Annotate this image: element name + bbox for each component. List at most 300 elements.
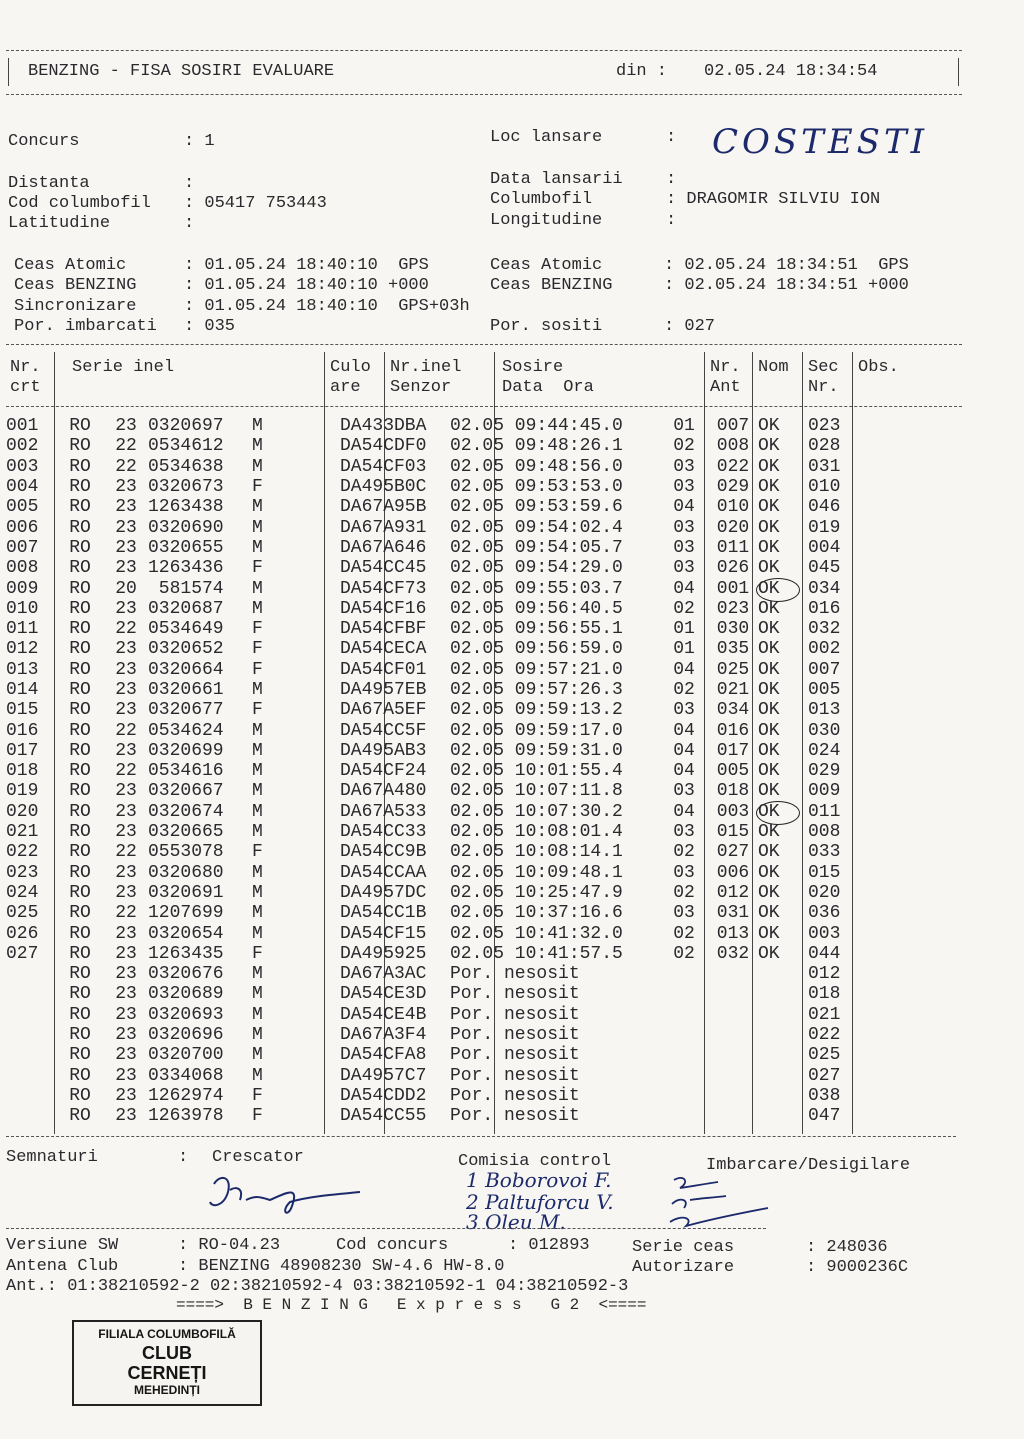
row-antenna: 03 bbox=[673, 477, 695, 498]
row-nr: 018 bbox=[6, 761, 39, 782]
ceas-benzing-start-label: Ceas BENZING bbox=[14, 276, 137, 295]
row-sec: OK bbox=[758, 659, 780, 680]
row-arrival: 02.05 09:59:31.0 bbox=[450, 740, 623, 761]
row-ring: 0320687 bbox=[148, 598, 224, 619]
row-sensor: DA54CF73 bbox=[340, 578, 427, 599]
arrivals-table bbox=[6, 416, 868, 1126]
row-nr: 025 bbox=[6, 903, 39, 924]
row-ring: 0320664 bbox=[148, 659, 224, 680]
row-sensor: DA54CC9B bbox=[340, 842, 427, 863]
row-color bbox=[282, 964, 340, 984]
row-sensor: DA54CF24 bbox=[340, 761, 427, 782]
row-nom: 008 bbox=[716, 436, 750, 457]
row-nom: 020 bbox=[716, 517, 750, 538]
row-antenna: 02 bbox=[673, 923, 695, 944]
row-arrival: Por. nesosit bbox=[450, 1085, 580, 1106]
row-ring: 0320661 bbox=[148, 680, 224, 700]
row-year: 22 bbox=[115, 903, 137, 924]
row-color bbox=[282, 558, 340, 578]
row-ring: 0534638 bbox=[148, 456, 224, 477]
row-nom: 001 bbox=[716, 578, 750, 599]
porumbei-sositi-label: Por. sositi bbox=[490, 317, 603, 336]
row-antenna: 02 bbox=[673, 436, 695, 457]
row-country: RO bbox=[69, 1004, 91, 1025]
row-nr bbox=[6, 1106, 56, 1126]
row-year: 23 bbox=[115, 1004, 137, 1025]
row-sensor: DA54CC33 bbox=[340, 822, 427, 843]
row-nr bbox=[6, 984, 56, 1004]
row-country: RO bbox=[69, 477, 91, 498]
row-country: RO bbox=[69, 700, 91, 721]
row-antenna: 04 bbox=[673, 720, 695, 741]
row-antenna: 03 bbox=[673, 862, 695, 883]
row-year: 22 bbox=[115, 456, 137, 477]
row-ring: 1263438 bbox=[148, 497, 224, 518]
versiune-sw-label: Versiune SW bbox=[6, 1236, 119, 1255]
row-obs: 016 bbox=[808, 598, 841, 619]
row-sex: M bbox=[252, 537, 263, 558]
row-obs: 046 bbox=[808, 497, 841, 518]
row-sec: OK bbox=[758, 862, 780, 883]
row-sex: M bbox=[252, 517, 263, 538]
row-sensor: DA54CE4B bbox=[340, 1004, 427, 1025]
row-arrival: 02.05 09:57:21.0 bbox=[450, 659, 623, 680]
row-year: 22 bbox=[115, 761, 137, 782]
row-sec: OK bbox=[758, 842, 780, 863]
table-row bbox=[6, 984, 868, 1004]
row-color bbox=[282, 700, 340, 720]
row-year: 23 bbox=[115, 680, 137, 700]
row-nr bbox=[6, 1025, 56, 1045]
sincronizare-label: Sincronizare bbox=[14, 297, 137, 316]
row-sensor: DA54CDD2 bbox=[340, 1085, 427, 1106]
row-arrival: 02.05 10:25:47.9 bbox=[450, 882, 623, 903]
row-country: RO bbox=[69, 436, 91, 457]
row-nom: 007 bbox=[716, 416, 750, 437]
row-sec bbox=[758, 1106, 808, 1126]
row-ring: 0320652 bbox=[148, 639, 224, 660]
row-nom: 013 bbox=[716, 923, 750, 944]
row-sec: OK bbox=[758, 680, 780, 700]
row-sensor: DA67A480 bbox=[340, 781, 427, 802]
porumbei-imbarcati-label: Por. imbarcati bbox=[14, 317, 157, 336]
loc-lansare-sep: : bbox=[666, 128, 677, 147]
row-year: 23 bbox=[115, 700, 137, 721]
autorizare-label: Autorizare bbox=[632, 1258, 735, 1277]
longitudine-label: Longitudine bbox=[490, 211, 603, 230]
row-country: RO bbox=[69, 1045, 91, 1066]
row-ring: 0334068 bbox=[148, 1065, 224, 1086]
row-antenna: 03 bbox=[673, 456, 695, 477]
row-sex: M bbox=[252, 680, 263, 700]
row-year: 23 bbox=[115, 497, 137, 518]
row-color bbox=[282, 720, 340, 740]
row-obs: 008 bbox=[808, 822, 841, 843]
row-arrival: 02.05 09:59:17.0 bbox=[450, 720, 623, 741]
row-sensor: DA54CF01 bbox=[340, 659, 427, 680]
row-sex: F bbox=[252, 659, 263, 680]
row-color bbox=[282, 457, 340, 477]
ceas-benzing-start-value: : 01.05.24 18:40:10 +000 bbox=[184, 276, 429, 295]
row-year: 23 bbox=[115, 862, 137, 883]
row-nom: 022 bbox=[716, 456, 750, 477]
table-row bbox=[6, 416, 868, 436]
table-row bbox=[6, 1025, 868, 1045]
row-sex: M bbox=[252, 1065, 263, 1086]
row-sec bbox=[758, 984, 808, 1004]
row-country: RO bbox=[69, 842, 91, 863]
row-obs: 009 bbox=[808, 781, 841, 802]
row-sec bbox=[758, 1066, 808, 1086]
table-row bbox=[6, 538, 868, 558]
row-arrival: 02.05 09:53:59.6 bbox=[450, 497, 623, 518]
table-row bbox=[6, 558, 868, 578]
row-sensor: DA54CC55 bbox=[340, 1106, 427, 1127]
table-row bbox=[6, 781, 868, 801]
table-row bbox=[6, 822, 868, 842]
row-year: 23 bbox=[115, 598, 137, 619]
comisia-member-2: 2 Paltuforcu V. bbox=[466, 1190, 614, 1214]
row-sec: OK bbox=[758, 781, 780, 802]
row-nr: 016 bbox=[6, 720, 39, 741]
row-country: RO bbox=[69, 1085, 91, 1106]
table-row bbox=[6, 903, 868, 923]
row-sex: F bbox=[252, 1106, 263, 1127]
row-year: 23 bbox=[115, 416, 137, 437]
row-nom: 016 bbox=[716, 720, 750, 741]
row-nom: 035 bbox=[716, 639, 750, 660]
row-year: 23 bbox=[115, 558, 137, 579]
row-sensor: DA54CF16 bbox=[340, 598, 427, 619]
row-obs: 011 bbox=[808, 801, 841, 822]
row-antenna bbox=[660, 1005, 708, 1025]
row-nom: 029 bbox=[716, 477, 750, 498]
table-row bbox=[6, 761, 868, 781]
row-sex: F bbox=[252, 943, 263, 964]
row-antenna: 03 bbox=[673, 558, 695, 579]
footer-top-rule bbox=[6, 1228, 766, 1229]
row-sensor: DA4957C7 bbox=[340, 1065, 427, 1086]
crescator-label: Crescator bbox=[212, 1148, 304, 1167]
row-obs: 003 bbox=[808, 923, 841, 944]
row-nom: 006 bbox=[716, 862, 750, 883]
row-sec: OK bbox=[758, 578, 780, 599]
antena-club-value: : BENZING 48908230 SW-4.6 HW-8.0 bbox=[178, 1257, 505, 1276]
row-antenna: 03 bbox=[673, 537, 695, 558]
row-country: RO bbox=[69, 598, 91, 619]
benzing-express-banner: ====> B E N Z I N G E x p r e s s G 2 <==== bbox=[176, 1296, 647, 1314]
row-obs: 019 bbox=[808, 517, 841, 538]
row-sensor: DA67A533 bbox=[340, 801, 427, 822]
nom-001-circle bbox=[756, 578, 800, 602]
row-year: 23 bbox=[115, 822, 137, 843]
row-color bbox=[282, 1066, 340, 1086]
row-nr: 009 bbox=[6, 578, 39, 599]
table-row bbox=[6, 1005, 868, 1025]
stamp-line-3: CERNEȚI bbox=[127, 1363, 207, 1383]
col-sec-header-2: Nr. bbox=[808, 378, 839, 397]
row-antenna: 03 bbox=[673, 517, 695, 538]
row-ring: 0320667 bbox=[148, 781, 224, 802]
row-arrival: 02.05 09:53:53.0 bbox=[450, 477, 623, 498]
row-arrival: 02.05 09:56:59.0 bbox=[450, 639, 623, 660]
row-nom: 031 bbox=[716, 903, 750, 924]
row-arrival: 02.05 09:59:13.2 bbox=[450, 700, 623, 721]
row-color bbox=[282, 1086, 340, 1106]
row-obs: 020 bbox=[808, 882, 841, 903]
comisia-member-1: 1 Boborovoi F. bbox=[466, 1168, 612, 1192]
row-sex: M bbox=[252, 416, 263, 437]
row-nom bbox=[708, 984, 758, 1004]
row-sex: M bbox=[252, 761, 263, 782]
row-obs: 047 bbox=[808, 1106, 841, 1127]
distanta-label: Distanta bbox=[8, 174, 90, 193]
table-row bbox=[6, 639, 868, 659]
row-year: 23 bbox=[115, 1025, 137, 1046]
row-nr: 006 bbox=[6, 517, 39, 538]
row-sex: F bbox=[252, 700, 263, 721]
row-sex: M bbox=[252, 456, 263, 477]
row-color bbox=[282, 497, 340, 517]
row-year: 23 bbox=[115, 1085, 137, 1106]
row-country: RO bbox=[69, 578, 91, 599]
row-country: RO bbox=[69, 984, 91, 1005]
row-nr bbox=[6, 1066, 56, 1086]
row-arrival: 02.05 10:41:32.0 bbox=[450, 923, 623, 944]
row-sensor: DA54CC5F bbox=[340, 720, 427, 741]
row-nr: 008 bbox=[6, 558, 39, 579]
row-nom: 026 bbox=[716, 558, 750, 579]
row-sensor: DA433DBA bbox=[340, 416, 427, 437]
row-arrival: 02.05 10:08:01.4 bbox=[450, 822, 623, 843]
serie-ceas-label: Serie ceas bbox=[632, 1238, 735, 1257]
row-obs: 027 bbox=[808, 1065, 841, 1086]
date-value: 02.05.24 18:34:54 bbox=[704, 62, 878, 81]
row-ring: 0534649 bbox=[148, 619, 224, 640]
row-nr: 021 bbox=[6, 822, 39, 843]
row-antenna bbox=[660, 1066, 708, 1086]
row-antenna: 02 bbox=[673, 943, 695, 964]
row-obs: 034 bbox=[808, 578, 841, 599]
row-obs: 030 bbox=[808, 720, 841, 741]
row-sec: OK bbox=[758, 923, 780, 944]
row-year: 20 bbox=[115, 578, 137, 599]
comisia-initials-signatures bbox=[650, 1168, 790, 1232]
row-nr: 023 bbox=[6, 862, 39, 883]
row-obs: 013 bbox=[808, 700, 841, 721]
row-ring: 0320680 bbox=[148, 862, 224, 883]
table-row bbox=[6, 1106, 868, 1126]
row-arrival: Por. nesosit bbox=[450, 1065, 580, 1086]
row-nr: 026 bbox=[6, 923, 39, 944]
row-arrival: 02.05 10:07:30.2 bbox=[450, 801, 623, 822]
row-arrival: Por. nesosit bbox=[450, 1045, 580, 1066]
col-sosire-header-1: Sosire bbox=[502, 358, 564, 377]
col-nom-header: Nom bbox=[758, 358, 789, 377]
antenna-serials: Ant.: 01:38210592-2 02:38210592-4 03:38210592-1 04:38210592-3 bbox=[6, 1277, 629, 1296]
row-arrival: 02.05 09:44:45.0 bbox=[450, 416, 623, 437]
table-row bbox=[6, 619, 868, 639]
concurs-label: Concurs bbox=[8, 132, 80, 151]
row-sensor: DA67A95B bbox=[340, 497, 427, 518]
row-year: 22 bbox=[115, 436, 137, 457]
row-nom bbox=[708, 964, 758, 984]
stamp-line-2: CLUB bbox=[142, 1343, 192, 1363]
longitudine-value: : bbox=[666, 211, 677, 230]
table-row bbox=[6, 517, 868, 537]
row-ring: 0320689 bbox=[148, 984, 224, 1005]
row-color bbox=[282, 436, 340, 456]
row-nom bbox=[708, 1066, 758, 1086]
ceas-atomic-start-label: Ceas Atomic bbox=[14, 256, 127, 275]
ceas-atomic-start-value: : 01.05.24 18:40:10 GPS bbox=[184, 256, 429, 275]
row-color bbox=[282, 883, 340, 903]
row-nom bbox=[708, 1106, 758, 1126]
row-ring: 0553078 bbox=[148, 842, 224, 863]
row-color bbox=[282, 863, 340, 883]
ceas-atomic-end-value: : 02.05.24 18:34:51 GPS bbox=[664, 256, 909, 275]
col-sec-header-1: Sec bbox=[808, 358, 839, 377]
row-country: RO bbox=[69, 943, 91, 964]
row-arrival: 02.05 09:55:03.7 bbox=[450, 578, 623, 599]
row-ring: 0320691 bbox=[148, 882, 224, 903]
row-sec: OK bbox=[758, 943, 780, 964]
row-nr: 024 bbox=[6, 882, 39, 903]
row-color bbox=[282, 1025, 340, 1045]
row-country: RO bbox=[69, 416, 91, 437]
row-year: 23 bbox=[115, 943, 137, 964]
row-ring: 0320677 bbox=[148, 700, 224, 721]
row-obs: 007 bbox=[808, 659, 841, 680]
imbarcare-desigilare-label: Imbarcare/Desigilare bbox=[706, 1156, 911, 1175]
row-sec bbox=[758, 1045, 808, 1065]
table-row bbox=[6, 578, 868, 598]
table-row bbox=[6, 457, 868, 477]
row-year: 23 bbox=[115, 1106, 137, 1127]
row-obs: 044 bbox=[808, 943, 841, 964]
row-year: 22 bbox=[115, 720, 137, 741]
row-nr: 007 bbox=[6, 537, 39, 558]
row-year: 23 bbox=[115, 882, 137, 903]
row-sec bbox=[758, 1005, 808, 1025]
row-country: RO bbox=[69, 882, 91, 903]
loc-lansare-handwritten: COSTESTI bbox=[712, 122, 929, 162]
row-arrival: 02.05 10:37:16.6 bbox=[450, 903, 623, 924]
cod-concurs-label: Cod concurs bbox=[336, 1236, 449, 1255]
row-antenna: 02 bbox=[673, 882, 695, 903]
row-nom: 034 bbox=[716, 700, 750, 721]
row-nr: 001 bbox=[6, 416, 39, 437]
row-arrival: 02.05 10:07:11.8 bbox=[450, 781, 623, 802]
row-color bbox=[282, 781, 340, 801]
row-sex: M bbox=[252, 720, 263, 741]
row-nr bbox=[6, 1005, 56, 1025]
row-nr: 015 bbox=[6, 700, 39, 721]
table-row bbox=[6, 863, 868, 883]
row-obs: 033 bbox=[808, 842, 841, 863]
row-nom: 023 bbox=[716, 598, 750, 619]
row-nom: 017 bbox=[716, 740, 750, 761]
versiune-sw-value: : RO-04.23 bbox=[178, 1236, 281, 1255]
row-nom: 010 bbox=[716, 497, 750, 518]
row-sex: F bbox=[252, 1085, 263, 1106]
table-row bbox=[6, 660, 868, 680]
row-arrival: 02.05 10:08:14.1 bbox=[450, 842, 623, 863]
row-nom: 030 bbox=[716, 619, 750, 640]
col-culoare-header-1: Culo bbox=[330, 358, 371, 377]
row-country: RO bbox=[69, 639, 91, 660]
row-sec bbox=[758, 1086, 808, 1106]
row-sec: OK bbox=[758, 761, 780, 782]
row-country: RO bbox=[69, 964, 91, 985]
row-antenna bbox=[660, 964, 708, 984]
row-arrival: 02.05 09:54:02.4 bbox=[450, 517, 623, 538]
row-obs: 024 bbox=[808, 740, 841, 761]
row-ring: 1263435 bbox=[148, 943, 224, 964]
row-color bbox=[282, 477, 340, 497]
row-arrival: Por. nesosit bbox=[450, 1004, 580, 1025]
row-sec: OK bbox=[758, 477, 780, 498]
row-year: 23 bbox=[115, 659, 137, 680]
table-row bbox=[6, 477, 868, 497]
row-ring: 0534612 bbox=[148, 436, 224, 457]
row-color bbox=[282, 944, 340, 964]
row-antenna: 04 bbox=[673, 740, 695, 761]
row-obs: 002 bbox=[808, 639, 841, 660]
row-nom bbox=[708, 1086, 758, 1106]
row-obs: 038 bbox=[808, 1085, 841, 1106]
row-color bbox=[282, 842, 340, 862]
row-arrival: 02.05 09:57:26.3 bbox=[450, 680, 623, 700]
row-sensor: DA54CF03 bbox=[340, 456, 427, 477]
row-ring: 0320665 bbox=[148, 822, 224, 843]
row-sex: F bbox=[252, 619, 263, 640]
row-antenna: 03 bbox=[673, 781, 695, 802]
row-ring: 0320697 bbox=[148, 416, 224, 437]
crescator-signature bbox=[200, 1166, 370, 1230]
row-ring: 0320654 bbox=[148, 923, 224, 944]
row-sec: OK bbox=[758, 598, 780, 619]
row-nom: 003 bbox=[716, 801, 750, 822]
row-antenna: 02 bbox=[673, 842, 695, 863]
row-nr: 010 bbox=[6, 598, 39, 619]
row-arrival: 02.05 09:48:56.0 bbox=[450, 456, 623, 477]
arrivals-table-body bbox=[6, 416, 868, 1126]
row-antenna: 01 bbox=[673, 619, 695, 640]
row-sensor: DA54CDF0 bbox=[340, 436, 427, 457]
row-country: RO bbox=[69, 659, 91, 680]
row-country: RO bbox=[69, 680, 91, 700]
row-nom: 005 bbox=[716, 761, 750, 782]
row-country: RO bbox=[69, 740, 91, 761]
row-sec: OK bbox=[758, 517, 780, 538]
row-color bbox=[282, 680, 340, 700]
header-right-border bbox=[958, 58, 961, 86]
table-row bbox=[6, 720, 868, 740]
row-country: RO bbox=[69, 497, 91, 518]
row-arrival: 02.05 10:01:55.4 bbox=[450, 761, 623, 782]
row-sec: OK bbox=[758, 801, 780, 822]
row-antenna: 02 bbox=[673, 680, 695, 700]
row-country: RO bbox=[69, 903, 91, 924]
row-nom bbox=[708, 1045, 758, 1065]
row-obs: 045 bbox=[808, 558, 841, 579]
row-antenna: 03 bbox=[673, 903, 695, 924]
date-label: din : bbox=[616, 62, 668, 81]
row-obs: 025 bbox=[808, 1045, 841, 1066]
row-sec: OK bbox=[758, 639, 780, 660]
row-color bbox=[282, 903, 340, 923]
